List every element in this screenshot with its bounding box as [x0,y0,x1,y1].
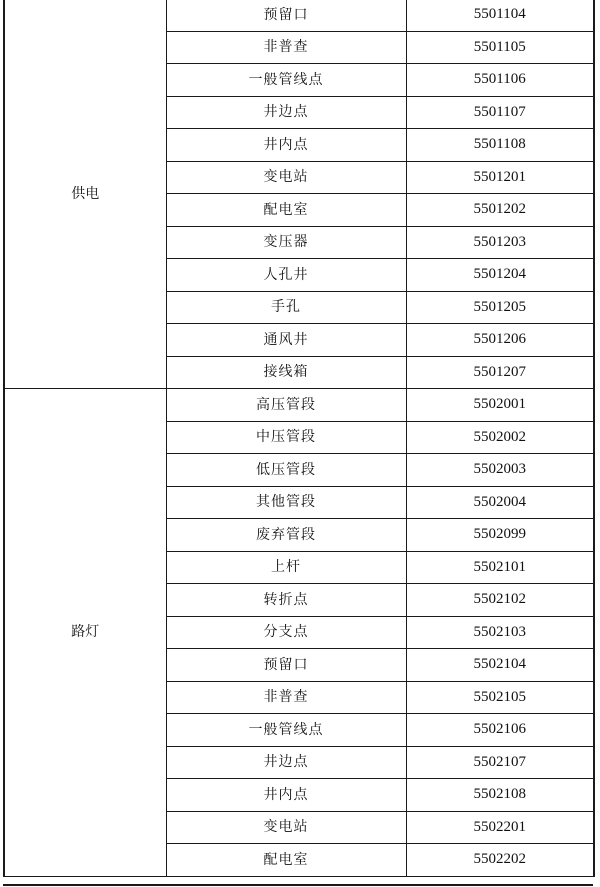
feature-name-cell: 井内点 [166,129,406,162]
feature-code-cell: 5502108 [406,779,594,812]
feature-code-cell: 5502004 [406,486,594,519]
feature-name-cell: 变压器 [166,226,406,259]
feature-name-cell: 一般管线点 [166,64,406,97]
feature-code-cell: 5501105 [406,31,594,64]
category-cell: 供电 [4,0,166,389]
feature-code-cell: 5502202 [406,844,594,877]
feature-code-cell: 5502003 [406,454,594,487]
feature-code-cell: 5502106 [406,714,594,747]
feature-code-cell: 5502103 [406,616,594,649]
feature-name-cell: 井边点 [166,746,406,779]
category-cell: 路灯 [4,389,166,877]
feature-code-cell: 5501202 [406,194,594,227]
feature-name-cell: 通风井 [166,324,406,357]
feature-name-cell: 上杆 [166,551,406,584]
feature-code-cell: 5501204 [406,259,594,292]
feature-code-cell: 5501107 [406,96,594,129]
feature-code-cell: 5501206 [406,324,594,357]
feature-code-cell: 5502104 [406,649,594,682]
feature-name-cell: 人孔井 [166,259,406,292]
feature-name-cell: 其他管段 [166,486,406,519]
feature-code-cell: 5502105 [406,681,594,714]
feature-code-cell: 5502102 [406,584,594,617]
feature-name-cell: 预留口 [166,0,406,31]
feature-code-cell: 5501106 [406,64,594,97]
table-row [4,0,594,31]
feature-code-cell: 5502001 [406,389,594,422]
feature-code-cell: 5501205 [406,291,594,324]
feature-code-cell: 5501104 [406,0,594,31]
feature-name-cell: 低压管段 [166,454,406,487]
feature-name-cell: 配电室 [166,844,406,877]
feature-name-cell: 中压管段 [166,421,406,454]
feature-code-cell: 5501203 [406,226,594,259]
feature-name-cell: 预留口 [166,649,406,682]
feature-code-cell: 5502101 [406,551,594,584]
feature-code-cell: 5502201 [406,811,594,844]
feature-name-cell: 接线箱 [166,356,406,389]
feature-code-cell: 5502002 [406,421,594,454]
feature-name-cell: 变电站 [166,811,406,844]
table-body [4,0,594,876]
feature-name-cell: 非普查 [166,31,406,64]
feature-code-cell: 5502099 [406,519,594,552]
feature-name-cell: 废弃管段 [166,519,406,552]
feature-name-cell: 转折点 [166,584,406,617]
feature-name-cell: 手孔 [166,291,406,324]
code-table [3,0,595,877]
table-bottom-border [3,884,593,886]
feature-code-cell: 5501201 [406,161,594,194]
feature-code-cell: 5501108 [406,129,594,162]
feature-name-cell: 非普查 [166,681,406,714]
feature-name-cell: 高压管段 [166,389,406,422]
feature-name-cell: 一般管线点 [166,714,406,747]
table-row [4,389,594,422]
feature-code-cell: 5502107 [406,746,594,779]
feature-name-cell: 井内点 [166,779,406,812]
feature-name-cell: 井边点 [166,96,406,129]
feature-name-cell: 变电站 [166,161,406,194]
feature-name-cell: 配电室 [166,194,406,227]
feature-name-cell: 分支点 [166,616,406,649]
feature-code-cell: 5501207 [406,356,594,389]
